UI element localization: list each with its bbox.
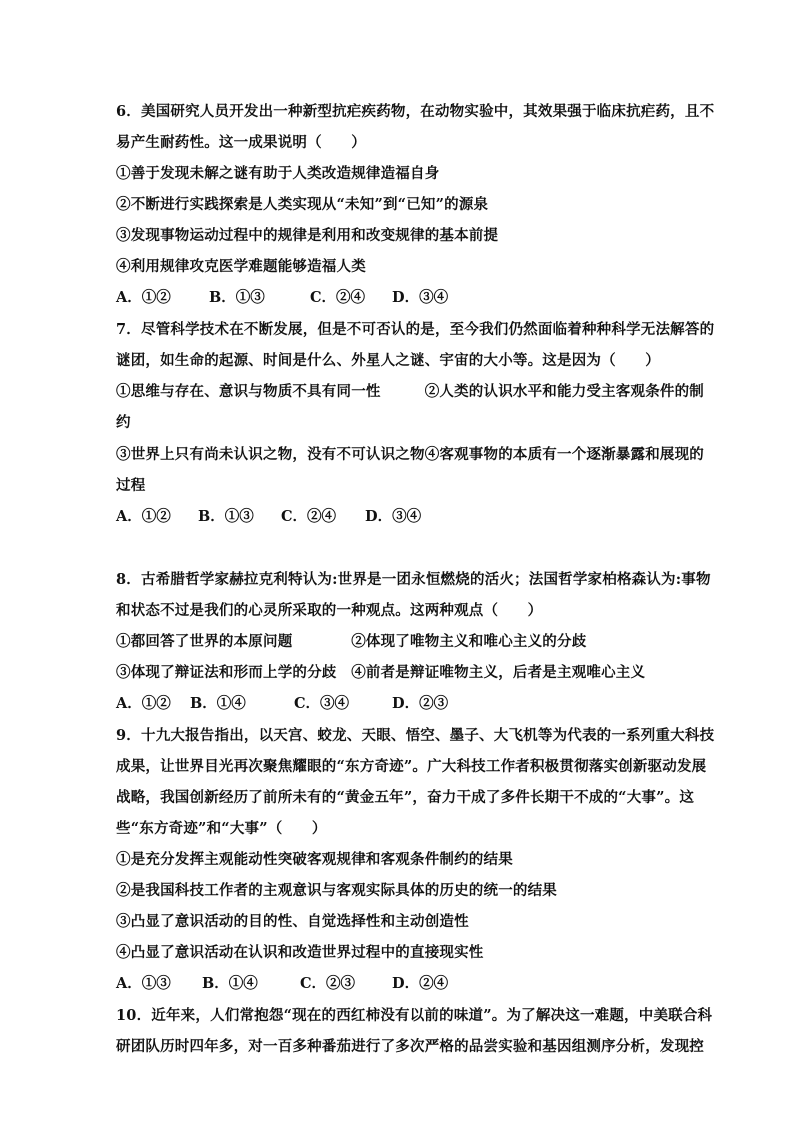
q7-option-a: A．①② <box>116 508 171 525</box>
q9-stem-line-3: 战略，我国创新经历了前所未有的“黄金五年”，奋力干成了多件长期干不成的“大事”。这 <box>116 789 695 806</box>
q6-statement-1: ①善于发现未解之谜有助于人类改造规律造福自身 <box>116 165 440 182</box>
q8-statements-1-2: ①都回答了世界的本原问题 ②体现了唯物主义和唯心主义的分歧 <box>116 633 587 650</box>
q9-option-c: C．②③ <box>300 975 356 992</box>
q7-statements-3-4-cont: 过程 <box>116 477 146 494</box>
q6-option-a: A．①② <box>116 289 171 306</box>
q7-stem-line-2: 谜团，如生命的起源、时间是什么、外星人之谜、宇宙的大小等。这是因为（ ） <box>116 352 660 369</box>
q6-statement-2: ②不断进行实践探索是人类实现从“未知”到“已知”的源泉 <box>116 196 489 213</box>
q8-option-a: A．①② <box>116 695 171 712</box>
q6-stem-line-1: 6．美国研究人员开发出一种新型抗疟疾药物，在动物实验中，其效果强于临床抗疟药，且不 <box>116 103 715 120</box>
q9-stem-line-2: 成果，让世界目光再次聚焦耀眼的“东方奇迹”。广大科技工作者积极贯彻落实创新驱动发展 <box>116 758 707 775</box>
q7-option-c: C．②④ <box>281 508 337 525</box>
q8-option-b: B．①④ <box>190 695 246 712</box>
q7-statements-1-2-cont: 约 <box>116 414 131 431</box>
q8-option-d: D．②③ <box>392 695 449 712</box>
q10-stem-line-2: 研团队历时四年多，对一百多种番茄进行了多次严格的品尝实验和基因组测序分析，发现控 <box>116 1038 704 1055</box>
q9-option-a: A．①③ <box>116 975 171 992</box>
q6-option-b: B．①③ <box>209 289 265 306</box>
q6-statement-3: ③发现事物运动过程中的规律是利用和改变规律的基本前提 <box>116 227 499 244</box>
q9-statement-3: ③凸显了意识活动的目的性、自觉选择性和主动创造性 <box>116 913 469 930</box>
q7-stem-line-1: 7．尽管科学技术在不断发展，但是不可否认的是，至今我们仍然面临着种种科学无法解答的 <box>116 321 715 338</box>
q7-statements-3-4: ③世界上只有尚未认识之物，没有不可认识之物④客观事物的本质有一个逐渐暴露和展现的 <box>116 446 704 463</box>
q9-statement-2: ②是我国科技工作者的主观意识与客观实际具体的历史的统一的结果 <box>116 882 557 899</box>
q6-option-c: C．②④ <box>310 289 366 306</box>
q9-option-d: D．②④ <box>392 975 449 992</box>
q6-statement-4: ④利用规律攻克医学难题能够造福人类 <box>116 258 366 275</box>
q8-option-c: C．③④ <box>294 695 350 712</box>
q8-statements-3-4: ③体现了辩证法和形而上学的分歧 ④前者是辩证唯物主义，后者是主观唯心主义 <box>116 664 646 681</box>
q7-statements-1-2: ①思维与存在、意识与物质不具有同一性 ②人类的认识水平和能力受主客观条件的制 <box>116 383 704 400</box>
q9-stem-line-1: 9．十九大报告指出，以天宫、蛟龙、天眼、悟空、墨子、大飞机等为代表的一系列重大科技 <box>116 727 715 744</box>
q9-statement-4: ④凸显了意识活动在认识和改造世界过程中的直接现实性 <box>116 944 484 961</box>
q9-stem-line-4: 些“东方奇迹”和“大事”（ ） <box>116 820 327 837</box>
q6-stem-line-2: 易产生耐药性。这一成果说明（ ） <box>116 134 366 151</box>
q9-option-b: B．①④ <box>202 975 258 992</box>
q8-stem-line-2: 和状态不过是我们的心灵所采取的一种观点。这两种观点（ ） <box>116 602 543 619</box>
q8-stem-line-1: 8．古希腊哲学家赫拉克利特认为:世界是一团永恒燃烧的活火；法国哲学家柏格森认为:事物 <box>116 571 711 588</box>
q6-option-d: D．③④ <box>392 289 449 306</box>
q7-option-b: B．①③ <box>198 508 254 525</box>
q7-option-d: D．③④ <box>365 508 422 525</box>
q9-statement-1: ①是充分发挥主观能动性突破客观规律和客观条件制约的结果 <box>116 851 513 868</box>
q10-stem-line-1: 10．近年来，人们常抱怨“现在的西红柿没有以前的味道”。为了解决这一难题，中美联合科 <box>116 1007 713 1024</box>
